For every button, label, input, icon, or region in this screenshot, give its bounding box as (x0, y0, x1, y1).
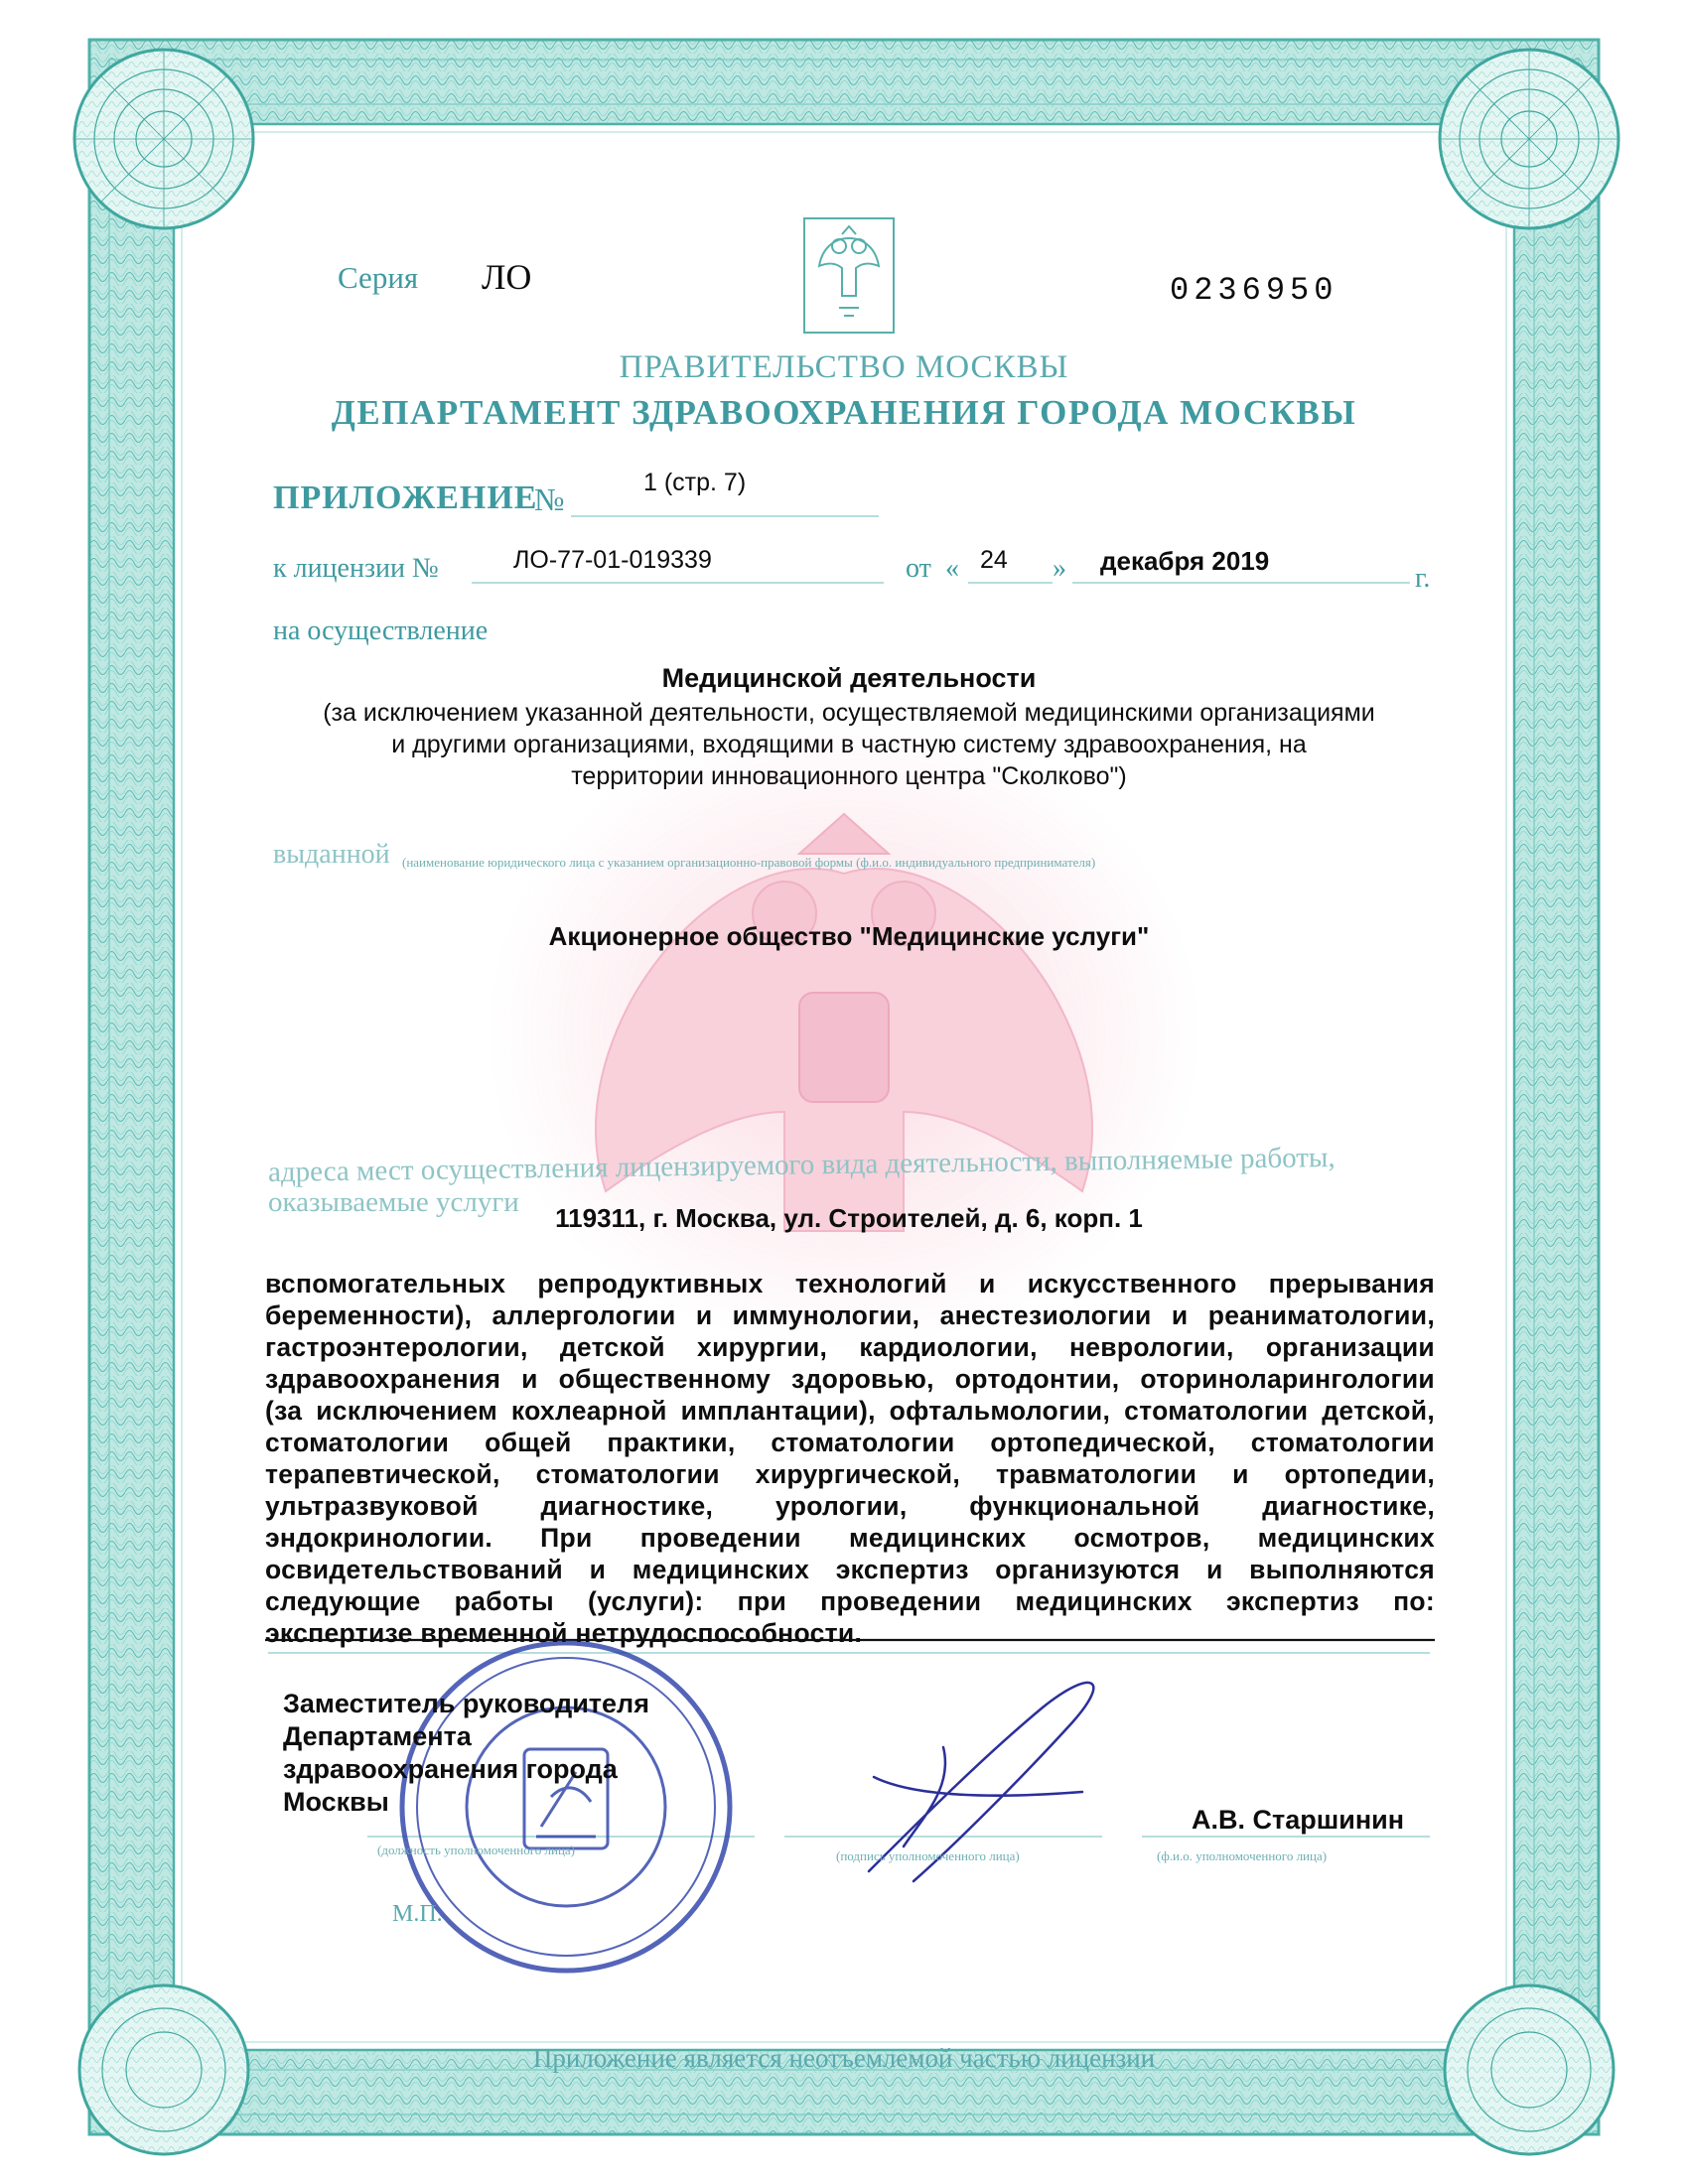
activity-description-line: (за исключением указанной деятельности, осуществляемой медицинскими организациями (323, 699, 1375, 727)
series-label: Серия (338, 260, 419, 295)
activity-label: на осуществление (273, 615, 489, 646)
services-line: здравоохранения и общественному здоровью, ортодонтии, оториноларингологии (265, 1364, 1435, 1394)
quote-open: « (945, 553, 959, 584)
services-line: освидетельствований и медицинских экспертиз организуются и выполняются (265, 1555, 1435, 1584)
coat-of-arms-icon (804, 218, 894, 333)
year-suffix: г. (1415, 563, 1431, 594)
quote-close: » (1053, 553, 1066, 584)
signatory-position-line: Заместитель руководителя (283, 1689, 649, 1718)
appendix-number: 1 (стр. 7) (643, 469, 747, 496)
activity-description (228, 697, 1470, 792)
stamp-place-label: М.П. (392, 1901, 443, 1927)
corner-rosette-top-left (74, 50, 253, 228)
signatory-position (283, 1688, 649, 1819)
department-title: ДЕПАРТАМЕНТ ЗДРАВООХРАНЕНИЯ ГОРОДА МОСКВЫ (331, 393, 1357, 432)
services-line: следующие работы (услуги): при проведении медицинских экспертиз по: (265, 1586, 1435, 1616)
government-title: ПРАВИТЕЛЬСТВО МОСКВЫ (619, 349, 1069, 385)
license-day: 24 (980, 546, 1008, 574)
corner-rosette-top-right (1440, 50, 1618, 228)
issued-to-label: выданной (273, 839, 390, 870)
services-line: гастроэнтерологии, детской хирургии, кардиологии, неврологии, организации (265, 1332, 1435, 1362)
services-line: терапевтической, стоматологии хирургической, травматологии и ортопедии, (265, 1459, 1435, 1489)
services-line: ультразвуковой диагностике, урологии, функциональной диагностике, (265, 1491, 1435, 1521)
services-line: стоматологии общей практики, стоматологии ортопедической, стоматологии (265, 1428, 1435, 1457)
signatory-position-line: здравоохранения города (283, 1754, 618, 1784)
position-hint: (должность уполномоченного лица) (377, 1843, 576, 1857)
appendix-no-sign: № (534, 481, 565, 517)
organization-name: Акционерное общество "Медицинские услуги" (548, 921, 1150, 951)
signatory-name: А.В. Старшинин (1192, 1805, 1405, 1835)
activity-title: Медицинской деятельности (661, 663, 1037, 693)
appendix-label: ПРИЛОЖЕНИЕ (273, 479, 538, 516)
services-text (265, 1268, 1435, 1649)
signatory-position-line: Москвы (283, 1787, 389, 1817)
license-number: ЛО-77-01-019339 (513, 546, 712, 574)
activity-address: 119311, г. Москва, ул. Строителей, д. 6, корп. 1 (555, 1203, 1143, 1233)
activity-description-line: территории инновационного центра "Сколково") (571, 762, 1127, 790)
license-date: декабря 2019 (1100, 546, 1270, 576)
address-label-line2: оказываемые услуги (268, 1186, 519, 1218)
name-hint: (ф.и.о. уполномоченного лица) (1157, 1848, 1328, 1863)
issued-to-hint: (наименование юридического лица с указанием организационно-правовой формы (ф.и.о. индивидуального предпринимателя) (402, 855, 1096, 870)
license-form-number: 0236950 (1170, 272, 1338, 309)
license-label: к лицензии № (273, 553, 439, 584)
signature-hint: (подпись уполномоченного лица) (836, 1848, 1020, 1863)
services-line: беременности), аллергологии и иммунологии, анестезиологии и реаниматологии, (265, 1300, 1435, 1330)
address-label-line1: адреса мест осуществления лицензируемого вида деятельности, выполняемые работы, (267, 1141, 1336, 1188)
watermark-eagle (487, 715, 1201, 1350)
license-from-label: от (906, 553, 931, 584)
signatory-position-line: Департамента (283, 1721, 472, 1751)
services-line: эндокринологии. При проведении медицинских осмотров, медицинских (265, 1523, 1435, 1553)
services-line: (за исключением кохлеарной имплантации), офтальмологии, стоматологии детской, (265, 1396, 1435, 1426)
footer-note: Приложение является неотъемлемой частью лицензии (532, 2043, 1156, 2073)
series-value: ЛО (482, 257, 532, 297)
services-line: экспертизе временной нетрудоспособности. (265, 1618, 863, 1648)
activity-description-line: и другими организациями, входящими в частную систему здравоохранения, на (391, 731, 1307, 758)
services-line: вспомогательных репродуктивных технологий и искусственного прерывания (265, 1269, 1435, 1298)
